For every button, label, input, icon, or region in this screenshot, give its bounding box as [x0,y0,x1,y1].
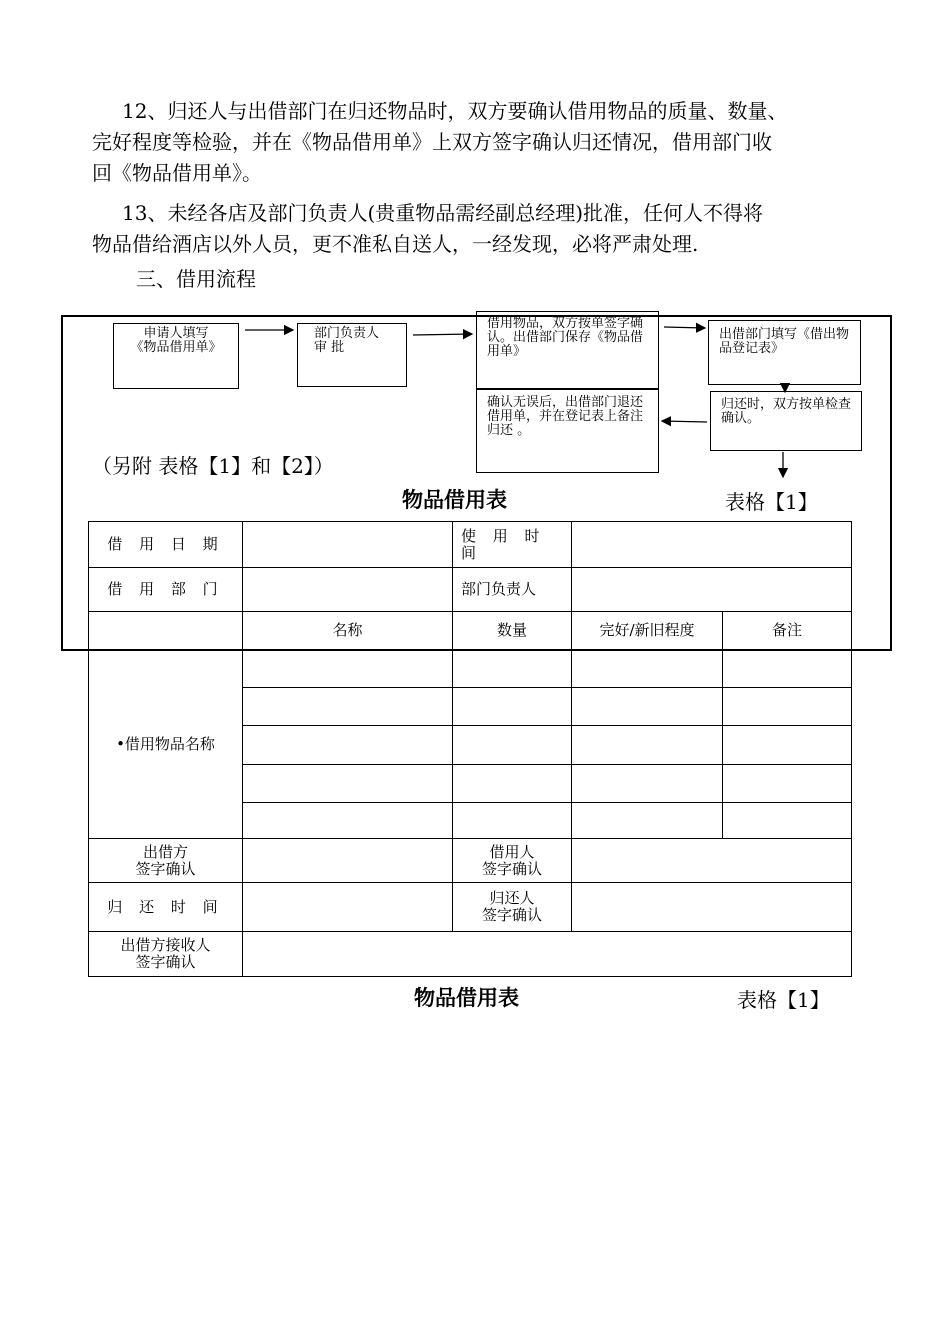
col-condition-header: 完好/新旧程度 [572,612,723,650]
return-time-value[interactable] [243,883,453,932]
use-time-label: 使 用 时 间 [453,522,572,568]
borrower-sign-label: 借用人 签字确认 [453,839,572,883]
lender-sign-value[interactable] [243,839,453,883]
borrow-dept-value[interactable] [243,568,453,612]
flow-step-approve: 部门负责人 审 批 [297,323,407,387]
item-cell[interactable] [572,726,723,765]
item-cell[interactable] [453,650,572,688]
table-title: 物品借用表 [402,488,507,512]
flow-step-register: 出借部门填写《借出物品登记表》 [708,320,861,385]
table-title-repeat: 物品借用表 [414,986,519,1010]
item-cell[interactable] [723,803,852,839]
item-cell[interactable] [723,688,852,726]
item-cell[interactable] [572,803,723,839]
col-remark-header: 备注 [723,612,852,650]
item-cell[interactable] [453,803,572,839]
borrower-sign-value[interactable] [572,839,852,883]
item-cell[interactable] [453,688,572,726]
borrow-date-value[interactable] [243,522,453,568]
item-cell[interactable] [572,765,723,803]
return-time-label: 归 还 时 间 [89,883,243,932]
table-row [89,932,852,977]
item-cell[interactable] [572,650,723,688]
p12-line1: 12、归还人与出借部门在归还物品时，双方要确认借用物品的质量、数量、 [122,99,788,123]
flow-step-apply: 申请人填写 《物品借用单》 [113,323,239,389]
returner-sign-value[interactable] [572,883,852,932]
table-row [89,568,852,612]
borrow-dept-label: 借 用 部 门 [89,568,243,612]
col-name-header: 名称 [243,612,453,650]
table-code: 表格【1】 [725,490,818,514]
lender-sign-label: 出借方 签字确认 [89,839,243,883]
returner-sign-label: 归还人 签字确认 [453,883,572,932]
flow-arrows [0,0,950,520]
receiver-sign-value[interactable] [243,932,852,977]
flow-step-borrow: 借用物品，双方按单签字确认。出借部门保存《物品借用单》 [476,311,659,389]
table-row [89,612,852,650]
items-label: •借用物品名称 [89,650,243,839]
use-time-value[interactable] [572,522,852,568]
p12-line3: 回《物品借用单》。 [92,161,262,185]
item-cell[interactable] [243,765,453,803]
p12-line2: 完好程度等检验，并在《物品借用单》上双方签字确认归还情况，借用部门收 [92,130,772,154]
p13-line1: 13、未经各店及部门负责人(贵重物品需经副总经理)批准，任何人不得将 [122,201,764,225]
dept-head-label: 部门负责人 [453,568,572,612]
table-row [89,650,852,688]
dept-head-value[interactable] [572,568,852,612]
item-cell[interactable] [723,726,852,765]
flow-step-confirm: 确认无误后，出借部门退还借用单，并在登记表上备注归还 。 [476,389,659,473]
item-cell[interactable] [243,803,453,839]
item-cell[interactable] [453,765,572,803]
table-row [89,883,852,932]
borrow-date-label: 借 用 日 期 [89,522,243,568]
header-blank [89,612,243,650]
section-heading: 三、借用流程 [136,267,256,291]
table-code-repeat: 表格【1】 [737,988,830,1012]
item-cell[interactable] [723,650,852,688]
table-row [89,522,852,568]
borrow-form-table [88,521,852,977]
p13-line2: 物品借给酒店以外人员，更不准私自送人，一经发现，必将严肃处理. [92,232,699,256]
item-cell[interactable] [243,650,453,688]
col-qty-header: 数量 [453,612,572,650]
item-cell[interactable] [243,726,453,765]
receiver-sign-label: 出借方接收人 签字确认 [89,932,243,977]
flow-step-return: 归还时，双方按单检查确认。 [710,391,862,451]
attachment-note: （另附 表格【1】和【2】） [92,454,334,478]
item-cell[interactable] [572,688,723,726]
item-cell[interactable] [453,726,572,765]
table-row [89,839,852,883]
item-cell[interactable] [723,765,852,803]
item-cell[interactable] [243,688,453,726]
